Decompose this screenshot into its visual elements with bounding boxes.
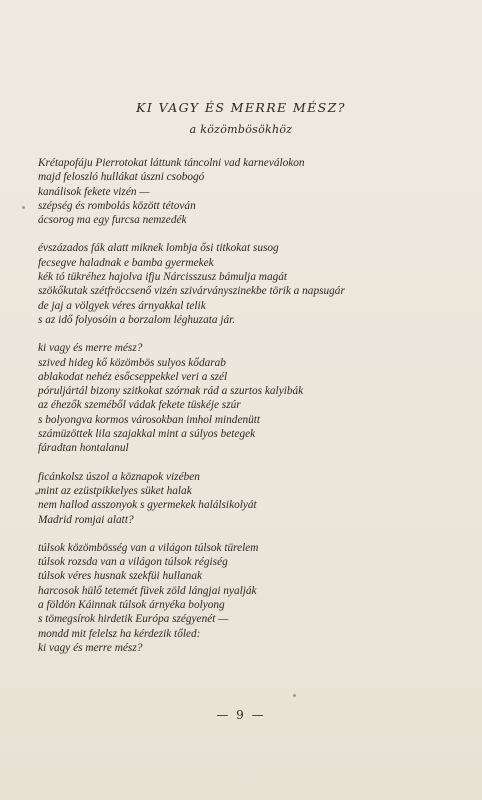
poem-line: szépség és rombolás között tétován [38,199,196,212]
poem-line: mint az ezüstpikkelyes süket halak [38,484,192,497]
poem-line: kanálisok fekete vizén — [38,185,150,198]
poem-line: túlsok közömbösség van a világon túlsok türelem [38,541,259,554]
poem-line: évszázados fák alatt miknek lombja ősi titkokat susog [38,242,279,255]
paper-speck [22,206,25,209]
poem-line: szökőkutak szétfröccsenő vizén szivárványszinekbe törik a napsugár [38,285,345,298]
stanza [38,341,458,455]
poem-line: túlsok rozsda van a világon túlsok régiség [38,556,228,569]
poem-line: Madrid romjai alatt? [38,513,134,526]
poem-line: de jaj a völgyek véres árnyakkal telik [38,299,206,312]
page-number: — 9 — [216,708,266,722]
poem-line: ki vagy és merre mész? [38,342,143,355]
poem-line: ki vagy és merre mész? [38,641,143,654]
poem-line: ablakodat nehéz esőcseppekkel veri a szél [38,370,228,383]
poem-line: a földön Káinnak túlsok árnyéka bolyong [38,599,225,612]
poem-line: az éhezők szeméből vádak fekete tüskéje szúr [38,399,241,412]
poem-line: kék tó tükréhez hajolva ifju Nárcisszusz bámulja magát [38,271,288,284]
poem-line: ficánkolsz úszol a köznapok vizében [38,470,200,483]
poem-line: mondd mit felelsz ha kérdezik tőled: [38,627,201,640]
poem-line: harcosok hülő tetemét füvek zöld lángjai nyalják [38,584,257,597]
poem-line: s az idő folyosóin a borzalom léghuzata jár. [38,313,236,326]
poem-line: túlsok véres husnak szekfüi hullanak [38,570,202,583]
poem-line: fáradtan hontalanul [38,442,129,455]
poem-subtitle: a közömbösökhöz [189,123,293,136]
poem-line: nem hallod asszonyok s gyermekek halálsikolyát [38,499,257,512]
poem-line: majd feloszló hullákat úszni csobogó [38,171,205,184]
poem-line: Krétapofáju Pierrotokat láttunk táncolni vad karneválokon [38,157,305,169]
stanza [38,470,458,527]
poem-line: s bolyongva kormos városokban imhol mindenütt [38,413,261,426]
stanza [38,156,458,227]
stanza [38,541,458,655]
poem-line: szived hideg kő közömbös sulyos kődarab [38,356,226,369]
poem-line: s tömegsírok hirdetik Európa szégyenét — [38,613,229,626]
poem-line: ácsorog ma egy furcsa nemzedék [38,214,187,227]
poem-title: KI VAGY ÉS MERRE MÉSZ? [136,100,346,115]
poem-line: számüzöttek lila szajakkal mint a súlyos betegek [38,428,256,441]
poem-body [38,156,458,669]
poem-line: póruljártál bizony szitkokat szórnak rád a szurtos kalyibák [38,385,304,398]
stanza [38,241,458,327]
paper-speck [293,694,296,697]
poem-line: fecsegve haladnak e bamba gyermekek [38,256,214,269]
